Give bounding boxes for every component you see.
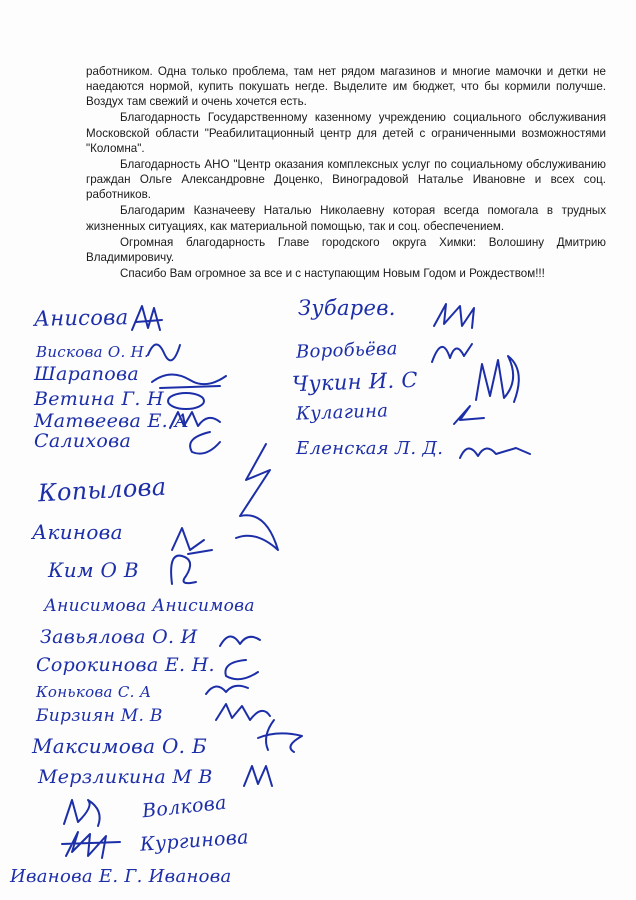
signature-scribble [240, 760, 280, 792]
signature-name: Ким О В [48, 558, 139, 582]
signature-name: Акинова [32, 520, 123, 544]
signature-name: Конькова С. А [36, 683, 152, 701]
signature-name: Зубарев. [298, 296, 396, 320]
signature-scribble [214, 700, 274, 726]
signature-name: Воробьёва [295, 338, 399, 363]
signature-name: Кулагина [295, 400, 389, 425]
signature-name: Мерзликина М В [38, 766, 213, 788]
signature-scribble [470, 350, 530, 410]
signature-scribble [128, 300, 168, 340]
signature-name: Салихова [34, 430, 132, 452]
signature-name: Сорокинова Е. Н. [36, 654, 215, 676]
signature-scribble [166, 546, 206, 590]
letter-paragraph-2: Благодарность Государственному казенному учреждению социального обслуживания Московской области "Реабилитационный центр для детей с ограниченными возможностями "Коломна". [86, 111, 606, 155]
signature-scribble [164, 390, 214, 412]
signature-scribble [168, 408, 228, 432]
signature-scribble [226, 440, 296, 560]
signature-scribble [180, 428, 230, 458]
letter-paragraph-1: работником. Одна только проблема, там нет рядом магазинов и многие мамочки и детки не наедаются нормой, купить покушать негде. Выделите им бюджет, что бы кормили получше. Воздух там свежий и очень хочется есть. [86, 65, 606, 109]
letter-paragraph-3: Благодарность АНО "Центр оказания комплексных услуг по социальному обслуживанию граждан Ольге Александровне Доценко, Виноградовой Наталье Ивановне и всех соц. работников. [86, 157, 606, 202]
letter-body [86, 64, 606, 282]
letter-paragraph-4: Благодарим Казначееву Наталью Николаевну которая всегда помогала в трудных жизненных ситуациях, как материальной помощью, так и соц. обеспечением. [86, 204, 606, 233]
signature-name: Анисимова Анисимова [44, 596, 255, 616]
signature-name: Кургинова [139, 826, 250, 856]
signature-scribble [204, 678, 254, 700]
signature-scribble [150, 368, 230, 394]
signature-name: Вискова О. Н. [36, 343, 150, 361]
signature-name: Анисова [33, 305, 129, 331]
signature-name: Завьялова О. И [40, 626, 198, 648]
letter-closing: Спасибо Вам огромное за все и с наступающим Новым Годом и Рождеством!!! [120, 267, 545, 281]
signature-name: Иванова Е. Г. Иванова [10, 866, 232, 887]
signature-name: Чукин И. С [291, 367, 419, 397]
signature-scribble [216, 654, 266, 684]
signature-name: Копылова [37, 472, 168, 508]
signature-scribble [58, 796, 118, 830]
signature-name: Матвеева Е. А [34, 410, 190, 432]
signature-name: Еленская Л. Д. [296, 438, 444, 459]
signature-scribble [428, 330, 478, 370]
signature-name: Максимова О. Б [32, 734, 207, 758]
signature-name: Ветина Г. Н [34, 388, 164, 410]
signature-scribble [456, 438, 536, 464]
signature-name: Волкова [141, 791, 228, 823]
signature-name: Шарапова [34, 363, 139, 385]
signature-scribble [430, 296, 490, 336]
signature-scribble [60, 826, 130, 862]
letter-paragraph-5: Огромная благодарность Главе городского округа Химки: Волошину Дмитрию Владимировичу. [86, 235, 606, 264]
signature-name: Бирзиян М. В [36, 706, 163, 726]
signature-scribble [450, 400, 490, 430]
signature-scribble [168, 520, 218, 560]
signature-scribble [254, 716, 308, 756]
signature-scribble [146, 335, 186, 365]
signature-scribble [216, 626, 266, 654]
